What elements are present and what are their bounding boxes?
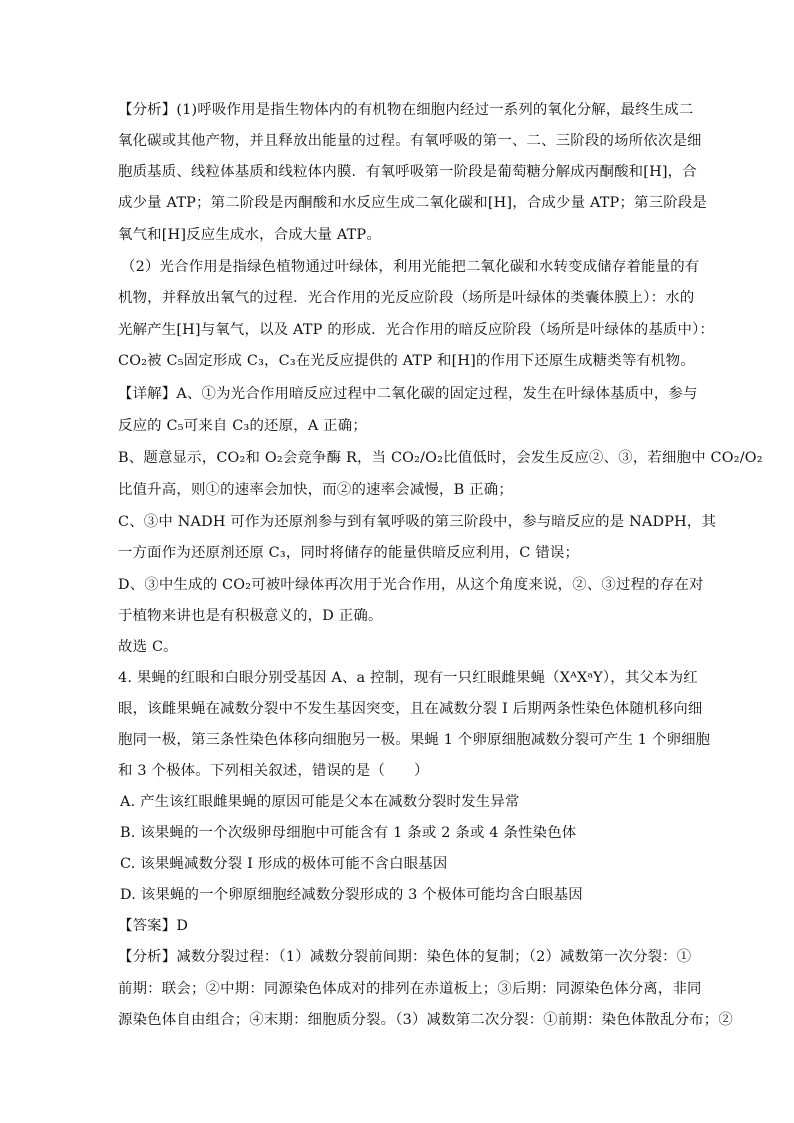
text-line: C、③中 NADH 可作为还原剂参与到有氧呼吸的第三阶段中，参与暗反应的是 NADPH，其 (118, 514, 717, 530)
question-stem: 和 3 个极体。下列相关叙述，错误的是（ ） (118, 763, 429, 779)
text-line: 【分析】(1)呼吸作用是指生物体内的有机物在细胞内经过一系列的氧化分解，最终生成二 (118, 102, 694, 118)
text-line: 比值升高，则①的速率会加快，而②的速率会减慢，B 正确； (118, 482, 513, 498)
text-line: 胞质基质、线粒体基质和线粒体内膜．有氧呼吸第一阶段是葡萄糖分解成丙酮酸和[H]，合 (118, 164, 697, 180)
text-line: 源染色体自由组合；④末期：细胞质分裂。（3）减数第二次分裂：①前期：染色体散乱分布；② (118, 1012, 733, 1028)
option-a: A. 产生该红眼雌果蝇的原因可能是父本在减数分裂时发生异常 (120, 794, 520, 810)
text-line: 故选 C。 (118, 639, 178, 655)
text-line: B、题意显示，CO₂和 O₂会竞争酶 R，当 CO₂/O₂比值低时，会发生反应②、③，若细胞中 CO₂/O₂ (118, 450, 763, 466)
text-line: 【详解】A、①为光合作用暗反应过程中二氧化碳的固定过程，发生在叶绿体基质中，参与 (118, 386, 698, 402)
text-line: （2）光合作用是指绿色植物通过叶绿体，利用光能把二氧化碳和水转变成储存着能量的有 (121, 259, 700, 275)
text-line: 成少量 ATP；第二阶段是丙酮酸和水反应生成二氧化碳和[H]，合成少量 ATP；第三阶段是 (118, 195, 707, 211)
option-b: B. 该果蝇的一个次级卵母细胞中可能含有 1 条或 2 条或 4 条性染色体 (120, 825, 577, 841)
question-stem: 4. 果蝇的红眼和白眼分别受基因 A、a 控制，现有一只红眼雌果蝇（XᴬXᵃY），其父本为红 (118, 670, 698, 686)
text-line: CO₂被 C₅固定形成 C₃，C₃在光反应提供的 ATP 和[H]的作用下还原生成糖类等有机物。 (118, 353, 695, 369)
text-line: 氧化碳或其他产物，并且释放出能量的过程。有氧呼吸的第一、二、三阶段的场所依次是细 (118, 133, 702, 149)
text-line: 于植物来讲也是有积极意义的，D 正确。 (118, 608, 383, 624)
text-line: 【分析】减数分裂过程：（1）减数分裂前间期：染色体的复制；（2）减数第一次分裂：① (118, 949, 692, 965)
text-line: 光解产生[H]与氧气，以及 ATP 的形成．光合作用的暗反应阶段（场所是叶绿体的基质中）： (118, 322, 715, 338)
question-stem: 眼，该雌果蝇在减数分裂中不发生基因突变，且在减数分裂 I 后期两条性染色体随机移向细 (118, 701, 703, 717)
option-c: C. 该果蝇减数分裂 I 形成的极体可能不含白眼基因 (120, 856, 448, 872)
text-line: D、③中生成的 CO₂可被叶绿体再次用于光合作用，从这个角度来说，②、③过程的存在对 (118, 577, 704, 593)
question-stem: 胞同一极，第三条性染色体移向细胞另一极。果蝇 1 个卵原细胞减数分裂可产生 1 个卵细胞 (118, 732, 711, 748)
text-line: 一方面作为还原剂还原 C₃，同时将储存的能量供暗反应利用，C 错误； (118, 545, 580, 561)
text-line: 氧气和[H]反应生成水，合成大量 ATP。 (118, 227, 381, 243)
text-line: 前期：联会；②中期：同源染色体成对的排列在赤道板上；③后期：同源染色体分离，非同 (118, 981, 702, 997)
text-line: 机物，并释放出氧气的过程．光合作用的光反应阶段（场所是叶绿体的类囊体膜上）：水的 (118, 290, 695, 306)
text-line: 反应的 C₅可来自 C₃的还原，A 正确； (118, 418, 367, 434)
answer-line: 【答案】D (118, 918, 189, 934)
option-d: D. 该果蝇的一个卵原细胞经减数分裂形成的 3 个极体可能均含白眼基因 (120, 887, 583, 903)
